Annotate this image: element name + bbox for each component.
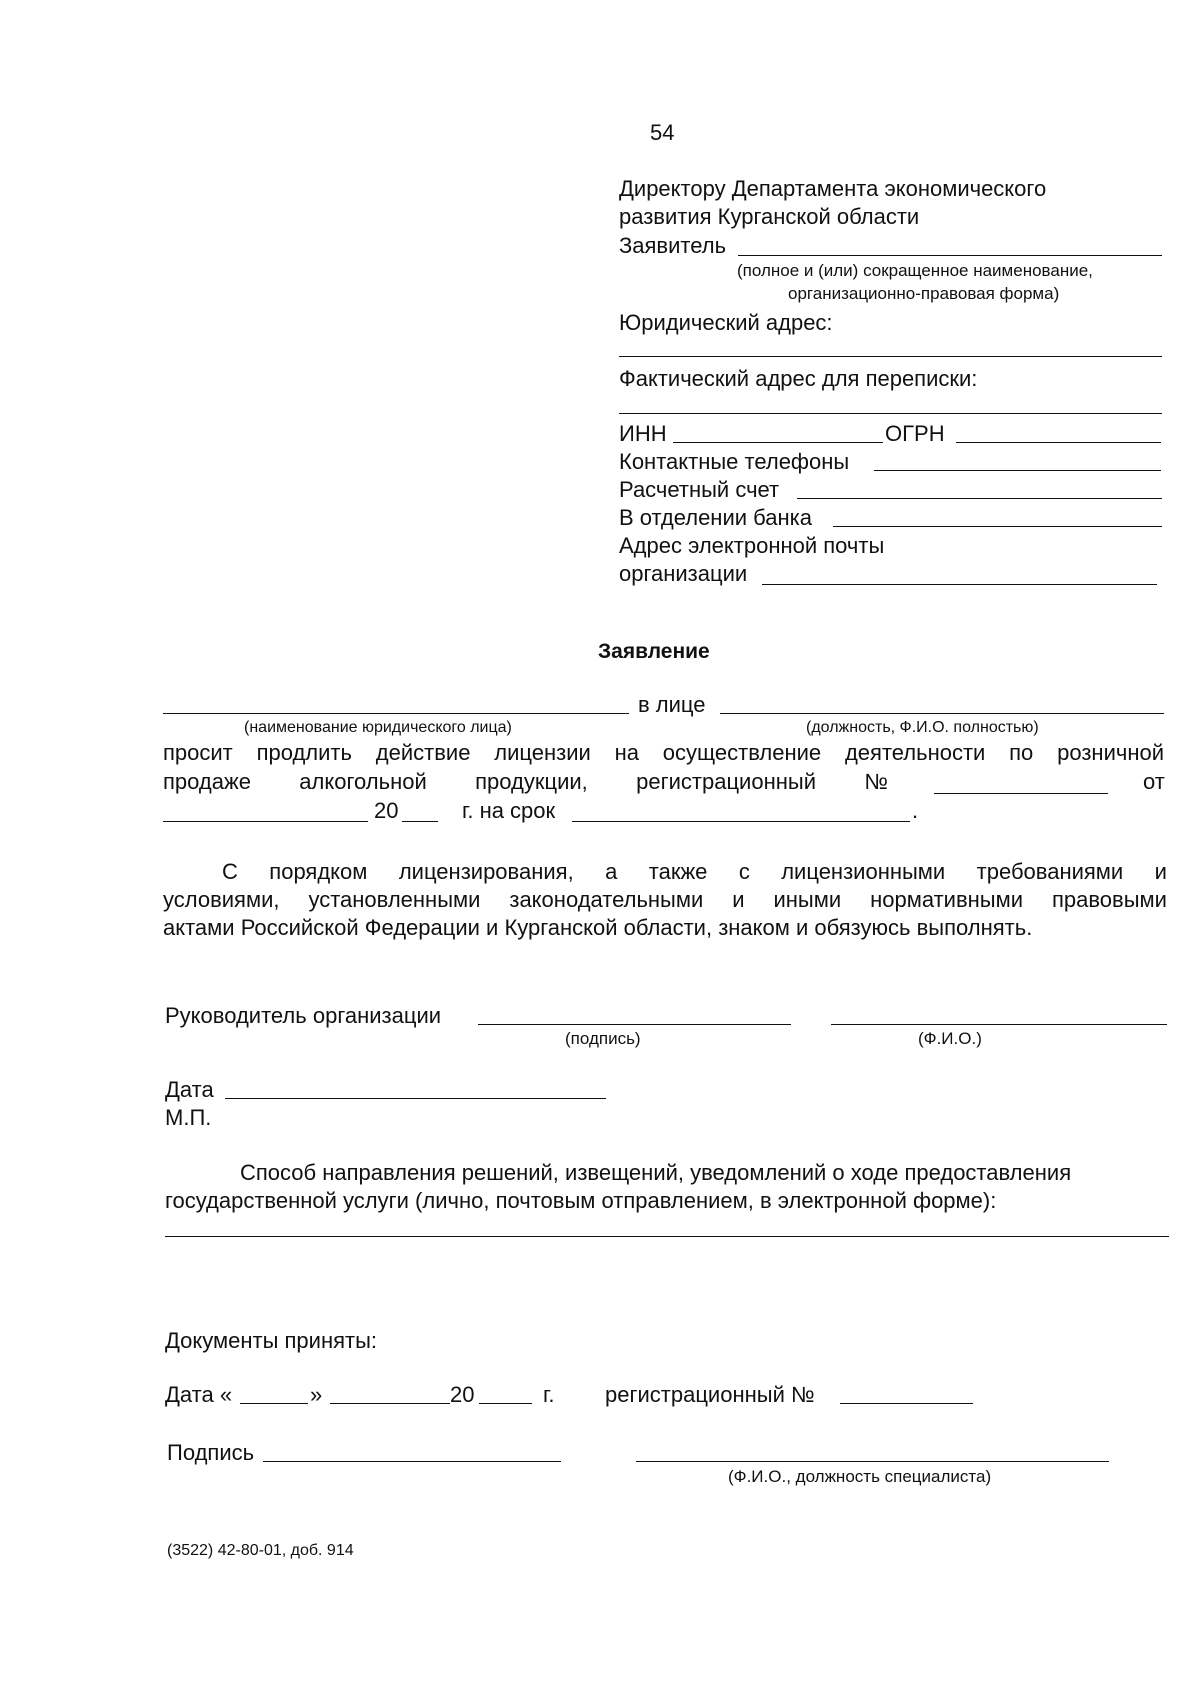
- ack-line-3: актами Российской Федерации и Курганской области, знаком и обязуюсь выполнять.: [163, 915, 1033, 940]
- postal-address-field-line[interactable]: [619, 413, 1162, 414]
- specialist-field-line[interactable]: [636, 1461, 1109, 1462]
- addressee-line-2: развития Курганской области: [619, 204, 920, 229]
- inn-field-line[interactable]: [673, 442, 883, 443]
- statement-word: лицензии: [494, 740, 591, 765]
- inn-label: ИНН: [619, 421, 667, 446]
- seal-label: М.П.: [165, 1105, 212, 1130]
- delivery-line-1: Способ направления решений, извещений, уведомлений о ходе предоставления: [240, 1160, 1072, 1185]
- legal-address-field-line[interactable]: [619, 356, 1162, 357]
- year-field-line[interactable]: [402, 821, 438, 822]
- head-name-field-line[interactable]: [831, 1024, 1167, 1025]
- ack-word: лицензионными: [781, 859, 946, 884]
- ack-word: и: [732, 887, 745, 912]
- ack-word: законодательными: [509, 887, 704, 912]
- statement-word: розничной: [1057, 740, 1164, 765]
- ack-word: правовыми: [1051, 887, 1167, 912]
- statement-word: на: [614, 740, 639, 765]
- license-number-field-line[interactable]: [934, 793, 1108, 794]
- ack-word: а: [605, 859, 618, 884]
- name-hint: (Ф.И.О.): [918, 1029, 982, 1048]
- received-date-close: »: [310, 1382, 323, 1407]
- ack-word: также: [648, 859, 708, 884]
- received-reg-field-line[interactable]: [840, 1403, 973, 1404]
- applicant-label: Заявитель: [619, 233, 727, 258]
- email-field-line[interactable]: [762, 584, 1157, 585]
- org-name-hint: (наименование юридического лица): [244, 719, 512, 736]
- ogrn-field-line[interactable]: [956, 442, 1161, 443]
- bank-label: В отделении банка: [619, 505, 812, 530]
- ack-line-1: [222, 859, 1167, 885]
- statement-word: действие: [375, 740, 471, 765]
- statement-word: деятельности: [844, 740, 986, 765]
- delivery-field-line[interactable]: [165, 1236, 1169, 1237]
- date-label: Дата: [165, 1077, 214, 1102]
- statement-word: регистрационный: [636, 769, 816, 794]
- page-number: 54: [650, 120, 675, 145]
- specialist-hint: (Ф.И.О., должность специалиста): [728, 1467, 992, 1486]
- statement-word: продукции,: [475, 769, 588, 794]
- phones-label: Контактные телефоны: [619, 449, 850, 474]
- ack-word: порядком: [269, 859, 368, 884]
- ack-word: и: [1154, 859, 1167, 884]
- ack-word: с: [738, 859, 750, 884]
- statement-word: алкогольной: [299, 769, 427, 794]
- received-reg-label: регистрационный №: [605, 1382, 815, 1407]
- document-title: Заявление: [598, 640, 710, 663]
- applicant-hint-2: организационно-правовая форма): [788, 284, 1060, 303]
- statement-word: продаже: [163, 769, 251, 794]
- statement-line-1: [163, 740, 1164, 766]
- license-date-field-line[interactable]: [163, 821, 368, 822]
- received-year-suffix: г.: [543, 1382, 555, 1407]
- statement-line-2: [163, 769, 888, 795]
- received-sign-field-line[interactable]: [263, 1461, 561, 1462]
- ack-word: иными: [773, 887, 842, 912]
- ack-word: условиями,: [163, 887, 280, 912]
- delivery-line-2: государственной услуги (лично, почтовым отправлением, в электронной форме):: [165, 1188, 997, 1213]
- ack-word: установленными: [308, 887, 481, 912]
- received-day-field-line[interactable]: [240, 1403, 308, 1404]
- person-hint: (должность, Ф.И.О. полностью): [806, 719, 1039, 736]
- addressee-line-1: Директору Департамента экономического: [619, 176, 1047, 201]
- account-field-line[interactable]: [797, 498, 1162, 499]
- term-label: г. на срок: [462, 798, 556, 823]
- in-person-label: в лице: [638, 692, 706, 717]
- statement-end-period: .: [912, 798, 919, 823]
- phone-footer: (3522) 42-80-01, доб. 914: [167, 1542, 354, 1559]
- email-label-2: организации: [619, 561, 748, 586]
- year-prefix: 20: [374, 798, 399, 823]
- org-name-field-line[interactable]: [163, 713, 629, 714]
- ack-word: лицензирования,: [398, 859, 574, 884]
- statement-word: осуществление: [662, 740, 822, 765]
- bank-field-line[interactable]: [833, 526, 1162, 527]
- statement-word: №: [864, 769, 888, 794]
- sign-hint: (подпись): [565, 1029, 641, 1048]
- ack-word: нормативными: [870, 887, 1024, 912]
- person-field-line[interactable]: [720, 713, 1164, 714]
- statement-word: продлить: [256, 740, 352, 765]
- ogrn-label: ОГРН: [885, 421, 945, 446]
- ack-line-2: [163, 887, 1167, 913]
- term-field-line[interactable]: [572, 821, 910, 822]
- date-field-line[interactable]: [225, 1098, 606, 1099]
- received-year-prefix: 20: [450, 1382, 475, 1407]
- applicant-field-line[interactable]: [738, 255, 1162, 256]
- ack-word: требованиями: [976, 859, 1124, 884]
- head-signature-field-line[interactable]: [478, 1024, 791, 1025]
- email-label-1: Адрес электронной почты: [619, 533, 885, 558]
- received-year-field-line[interactable]: [479, 1403, 532, 1404]
- legal-address-label: Юридический адрес:: [619, 310, 833, 335]
- from-label: от: [1143, 769, 1165, 794]
- phones-field-line[interactable]: [874, 470, 1161, 471]
- received-sign-label: Подпись: [167, 1440, 255, 1465]
- received-date-label: Дата «: [165, 1382, 233, 1407]
- head-label: Руководитель организации: [165, 1003, 442, 1028]
- postal-address-label: Фактический адрес для переписки:: [619, 366, 978, 391]
- account-label: Расчетный счет: [619, 477, 780, 502]
- received-month-field-line[interactable]: [330, 1403, 450, 1404]
- statement-word: просит: [163, 740, 233, 765]
- received-title: Документы приняты:: [165, 1328, 378, 1353]
- statement-word: по: [1009, 740, 1034, 765]
- ack-word: С: [222, 859, 238, 884]
- applicant-hint-1: (полное и (или) сокращенное наименование,: [737, 261, 1093, 280]
